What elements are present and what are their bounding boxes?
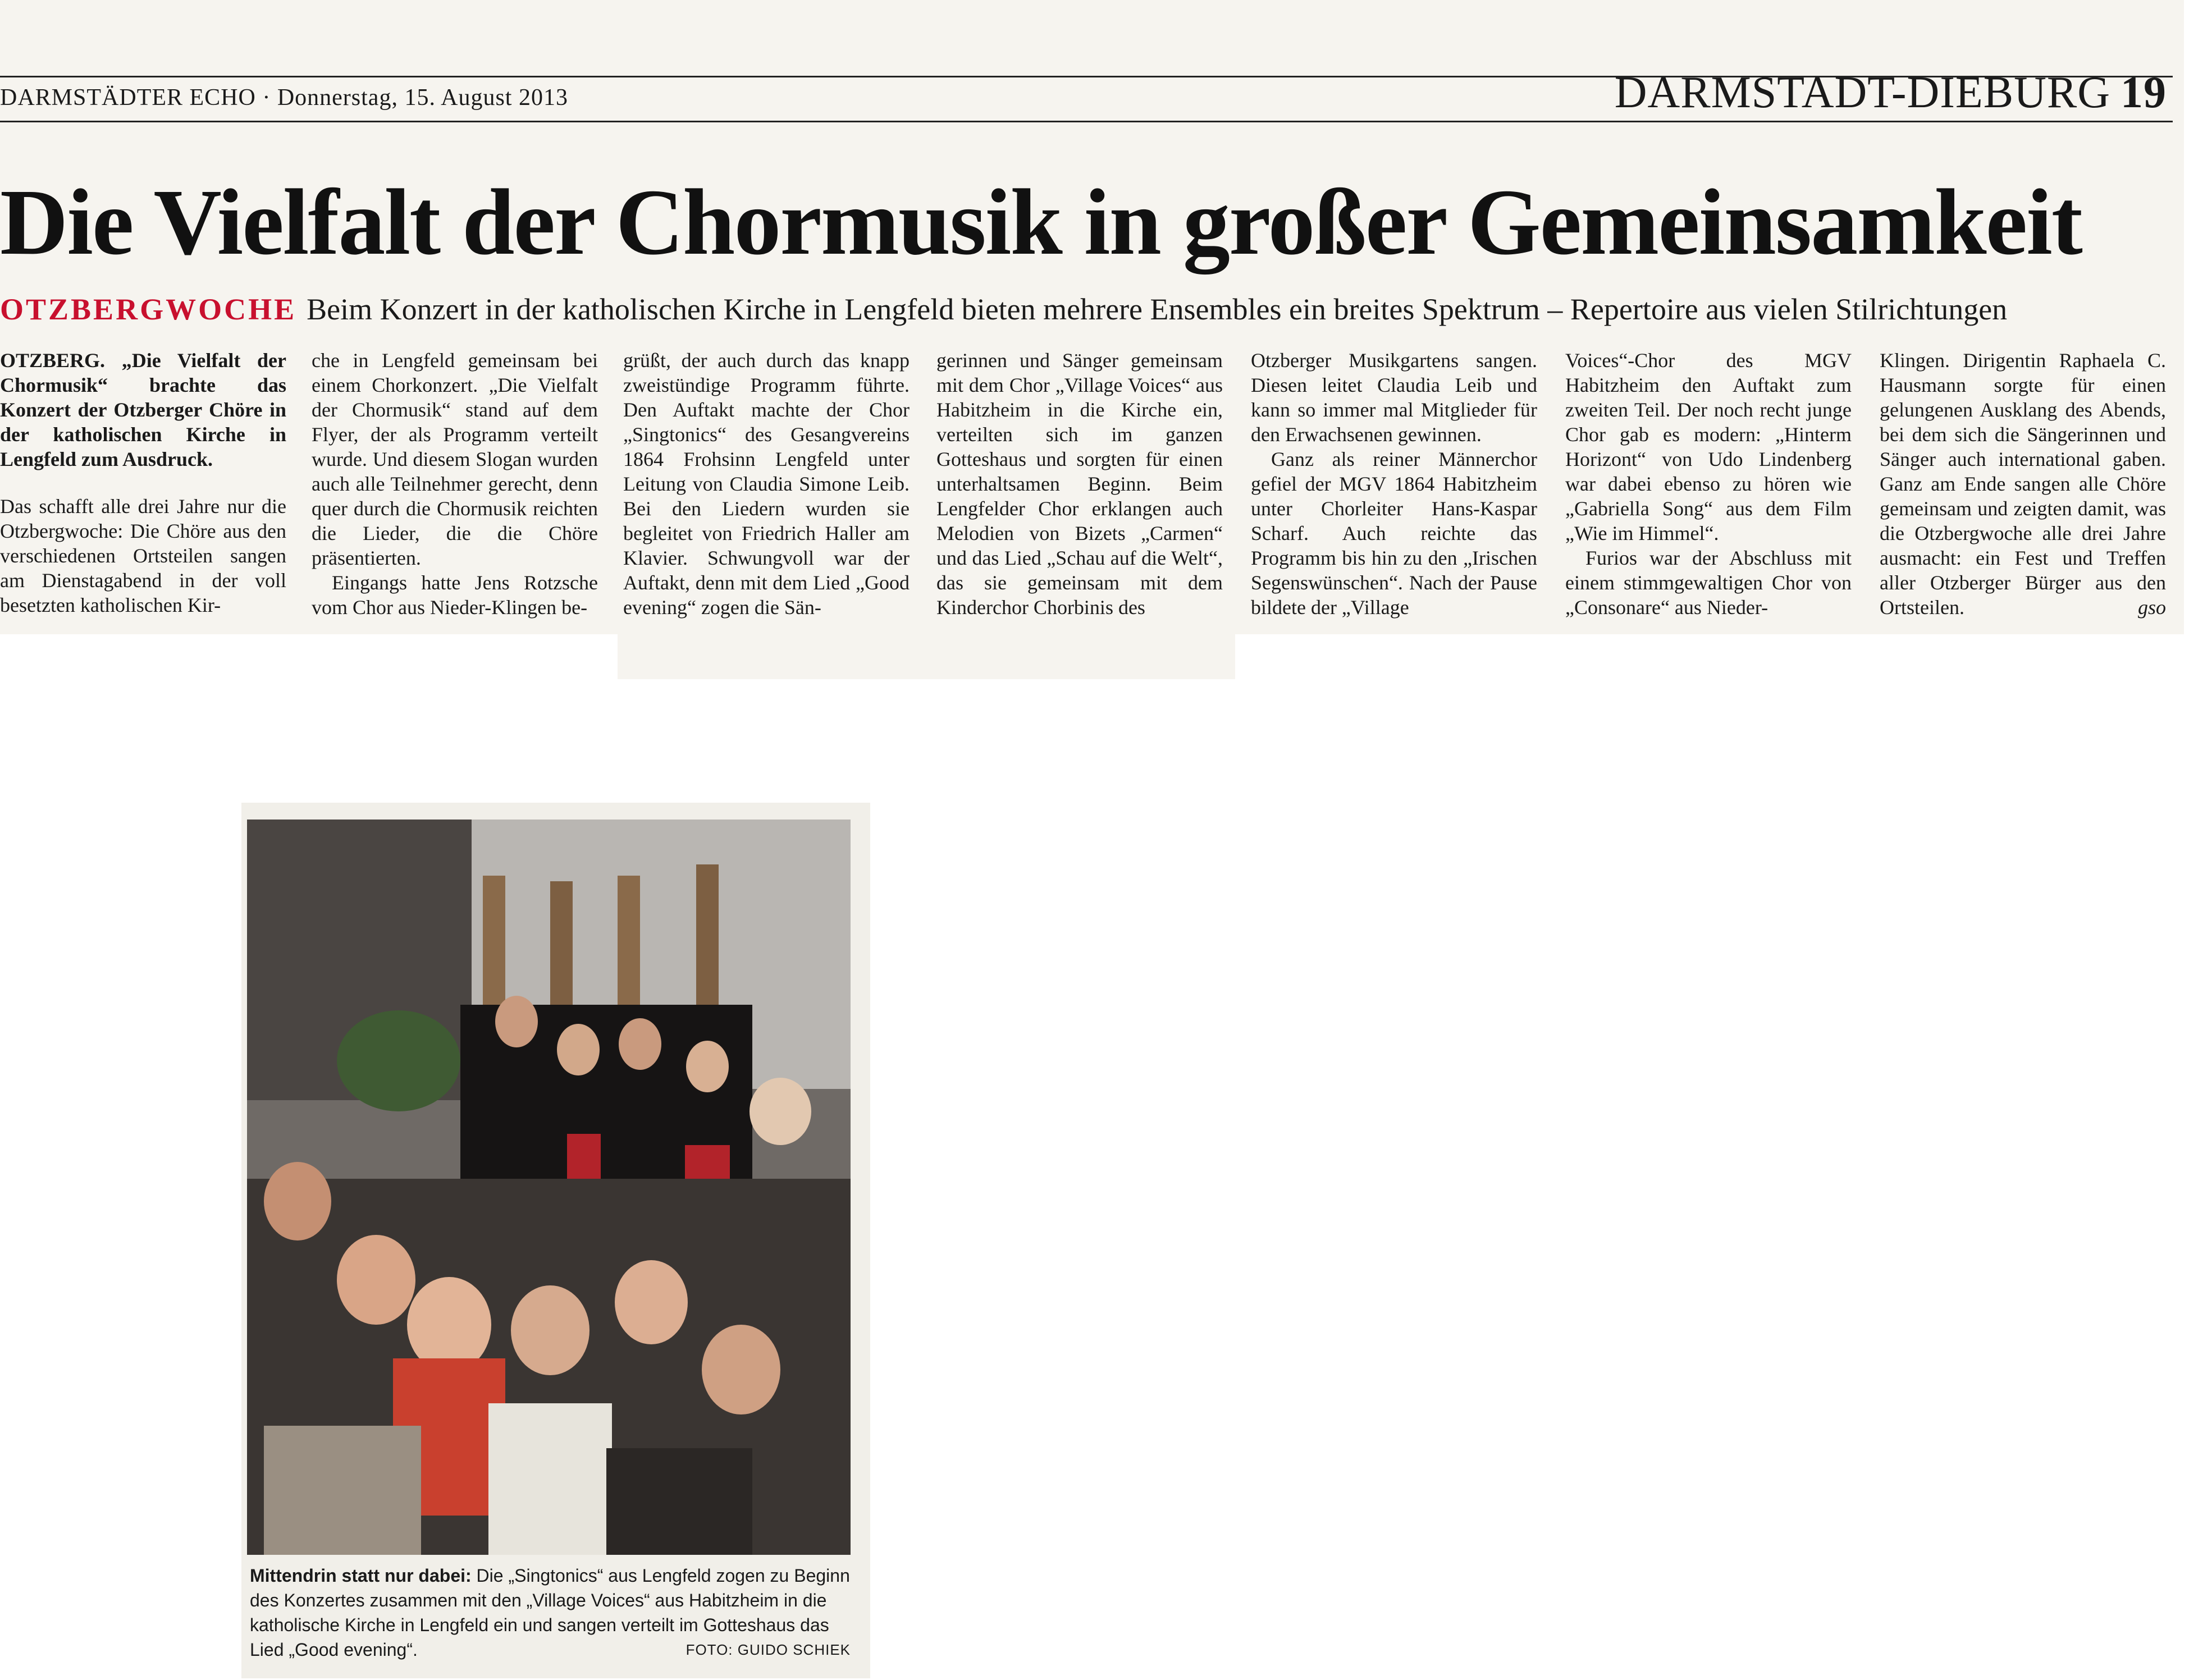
clipping-edge — [618, 634, 1235, 679]
subheadline-text: Beim Konzert in der katholischen Kirche in Lengfeld bieten mehrere Ensembles ein breites Spektrum – Repertoire aus vielen Stilrichtungen — [307, 292, 2008, 326]
choir-photo — [247, 820, 851, 1555]
article-paragraph: che in Lengfeld gemeinsam bei einem Chorkonzert. „Die Vielfalt der Chormusik“ stand auf dem Flyer, der als Programm verteilt wurde. Und diesem Slogan wurden auch alle Teilnehmer gerecht, denn quer durch die Chormusik reichten die Lieder, die die Chöre präsentierten. — [312, 349, 598, 569]
kicker: OTZBERGWOCHE — [0, 292, 297, 326]
article-paragraph — [1880, 348, 2166, 620]
headline: Die Vielfalt der Chormusik in großer Gemeinsamkeit — [0, 170, 2082, 274]
subheadline — [0, 292, 2007, 327]
article-paragraph: grüßt, der auch durch das knapp zweistündige Programm führte. Den Auftakt machte der Chor „Singtonics“ des Gesangvereins 1864 Frohsinn Lengfeld unter Leitung von Claudia Simone Leib. Bei den Liedern wurden sie begleitet von Friedrich Haller am Klavier. Schwungvoll war der Auftakt, denn mit dem Lied „Good evening“ zogen die Sän- — [623, 349, 910, 619]
article-lead: OTZBERG. „Die Vielfalt der Chormusik“ brachte das Konzert der Otzberger Chöre in der katholischen Kirche in Lengfeld zum Ausdruck. — [0, 349, 286, 470]
article-paragraph: Voices“-Chor des MGV Habitzheim den Auftakt zum zweiten Teil. Der noch recht junge Chor gab es modern: „Hinterm Horizont“ von Udo Lindenberg war dabei ebenso zu hören wie „Gabriella Song“ aus dem Film „Wie im Himmel“. — [1565, 349, 1852, 544]
article-column-6 — [1565, 348, 1852, 620]
section-name: DARMSTADT-DIEBURG — [1614, 68, 2110, 117]
article-column-2 — [312, 348, 598, 620]
caption-text: Die „Singtonics“ aus Lengfeld zogen zu Beginn des Konzertes zusammen mit den „Village Voices“ aus Habitzheim in die katholische Kirche in Lengfeld ein und sangen verteilt im Gotteshaus das Lied „Good evening“. — [250, 1565, 850, 1660]
article-column-3 — [623, 348, 910, 620]
article-column-7 — [1880, 348, 2166, 620]
author-signature: gso — [2137, 596, 2166, 619]
article-text: Klingen. Dirigentin Raphaela C. Hausmann sorgte für einen gelungenen Ausklang des Abends, bei dem sich die Sängerinnen und Sänger auch international gaben. Ganz am Ende sangen alle Chöre gemeinsam und zeigten damit, was die Otzbergwoche alle drei Jahre ausmacht: ein Fest und Treffen aller Otzberger Bürger aus den Ortsteilen. — [1880, 349, 2166, 619]
article-paragraph: Ganz als reiner Männerchor gefiel der MGV 1864 Habitzheim unter Chorleiter Hans-Kaspar Scharf. Auch reichte das Programm bis hin zu den „Irischen Segenswünschen“. Nach der Pause bildete der „Village — [1251, 448, 1537, 619]
article-paragraph: gerinnen und Sänger gemeinsam mit dem Chor „Village Voices“ aus Habitzheim in die Kirche ein, verteilten sich im ganzen Gotteshaus und sorgten für einen unterhaltsamen Beginn. Beim Lengfelder Chor erklangen auch Melodien von Bizets „Carmen“ und das Lied „Schau auf die Welt“, das sie gemeinsam mit dem Kinderchor Chorbinis des — [936, 349, 1223, 619]
article-column-1 — [0, 348, 286, 640]
newspaper-dateline: DARMSTÄDTER ECHO · Donnerstag, 15. August 2013 — [0, 85, 568, 111]
photo-caption — [250, 1563, 851, 1662]
article-paragraph: Otzberger Musikgartens sangen. Diesen leitet Claudia Leib und kann so immer mal Mitglieder für den Erwachsenen gewinnen. — [1251, 349, 1537, 446]
section-header — [1615, 67, 2167, 118]
article-paragraph: Eingangs hatte Jens Rotzsche vom Chor aus Nieder-Klingen be- — [312, 571, 598, 619]
article-column-5 — [1251, 348, 1537, 620]
masthead-rule — [0, 121, 2173, 122]
caption-lead: Mittendrin statt nur dabei: — [250, 1565, 472, 1586]
article-paragraph: Das schafft alle drei Jahre nur die Otzbergwoche: Die Chöre aus den verschiedenen Ortsteilen sangen am Dienstagabend in der voll besetzten katholischen Kir- — [0, 495, 286, 616]
article-column-4 — [936, 348, 1223, 620]
page-number: 19 — [2121, 68, 2167, 117]
photo-credit: FOTO: GUIDO SCHIEK — [686, 1641, 851, 1658]
article-paragraph: Furios war der Abschluss mit einem stimmgewaltigen Chor von „Consonare“ aus Nieder- — [1565, 547, 1852, 619]
